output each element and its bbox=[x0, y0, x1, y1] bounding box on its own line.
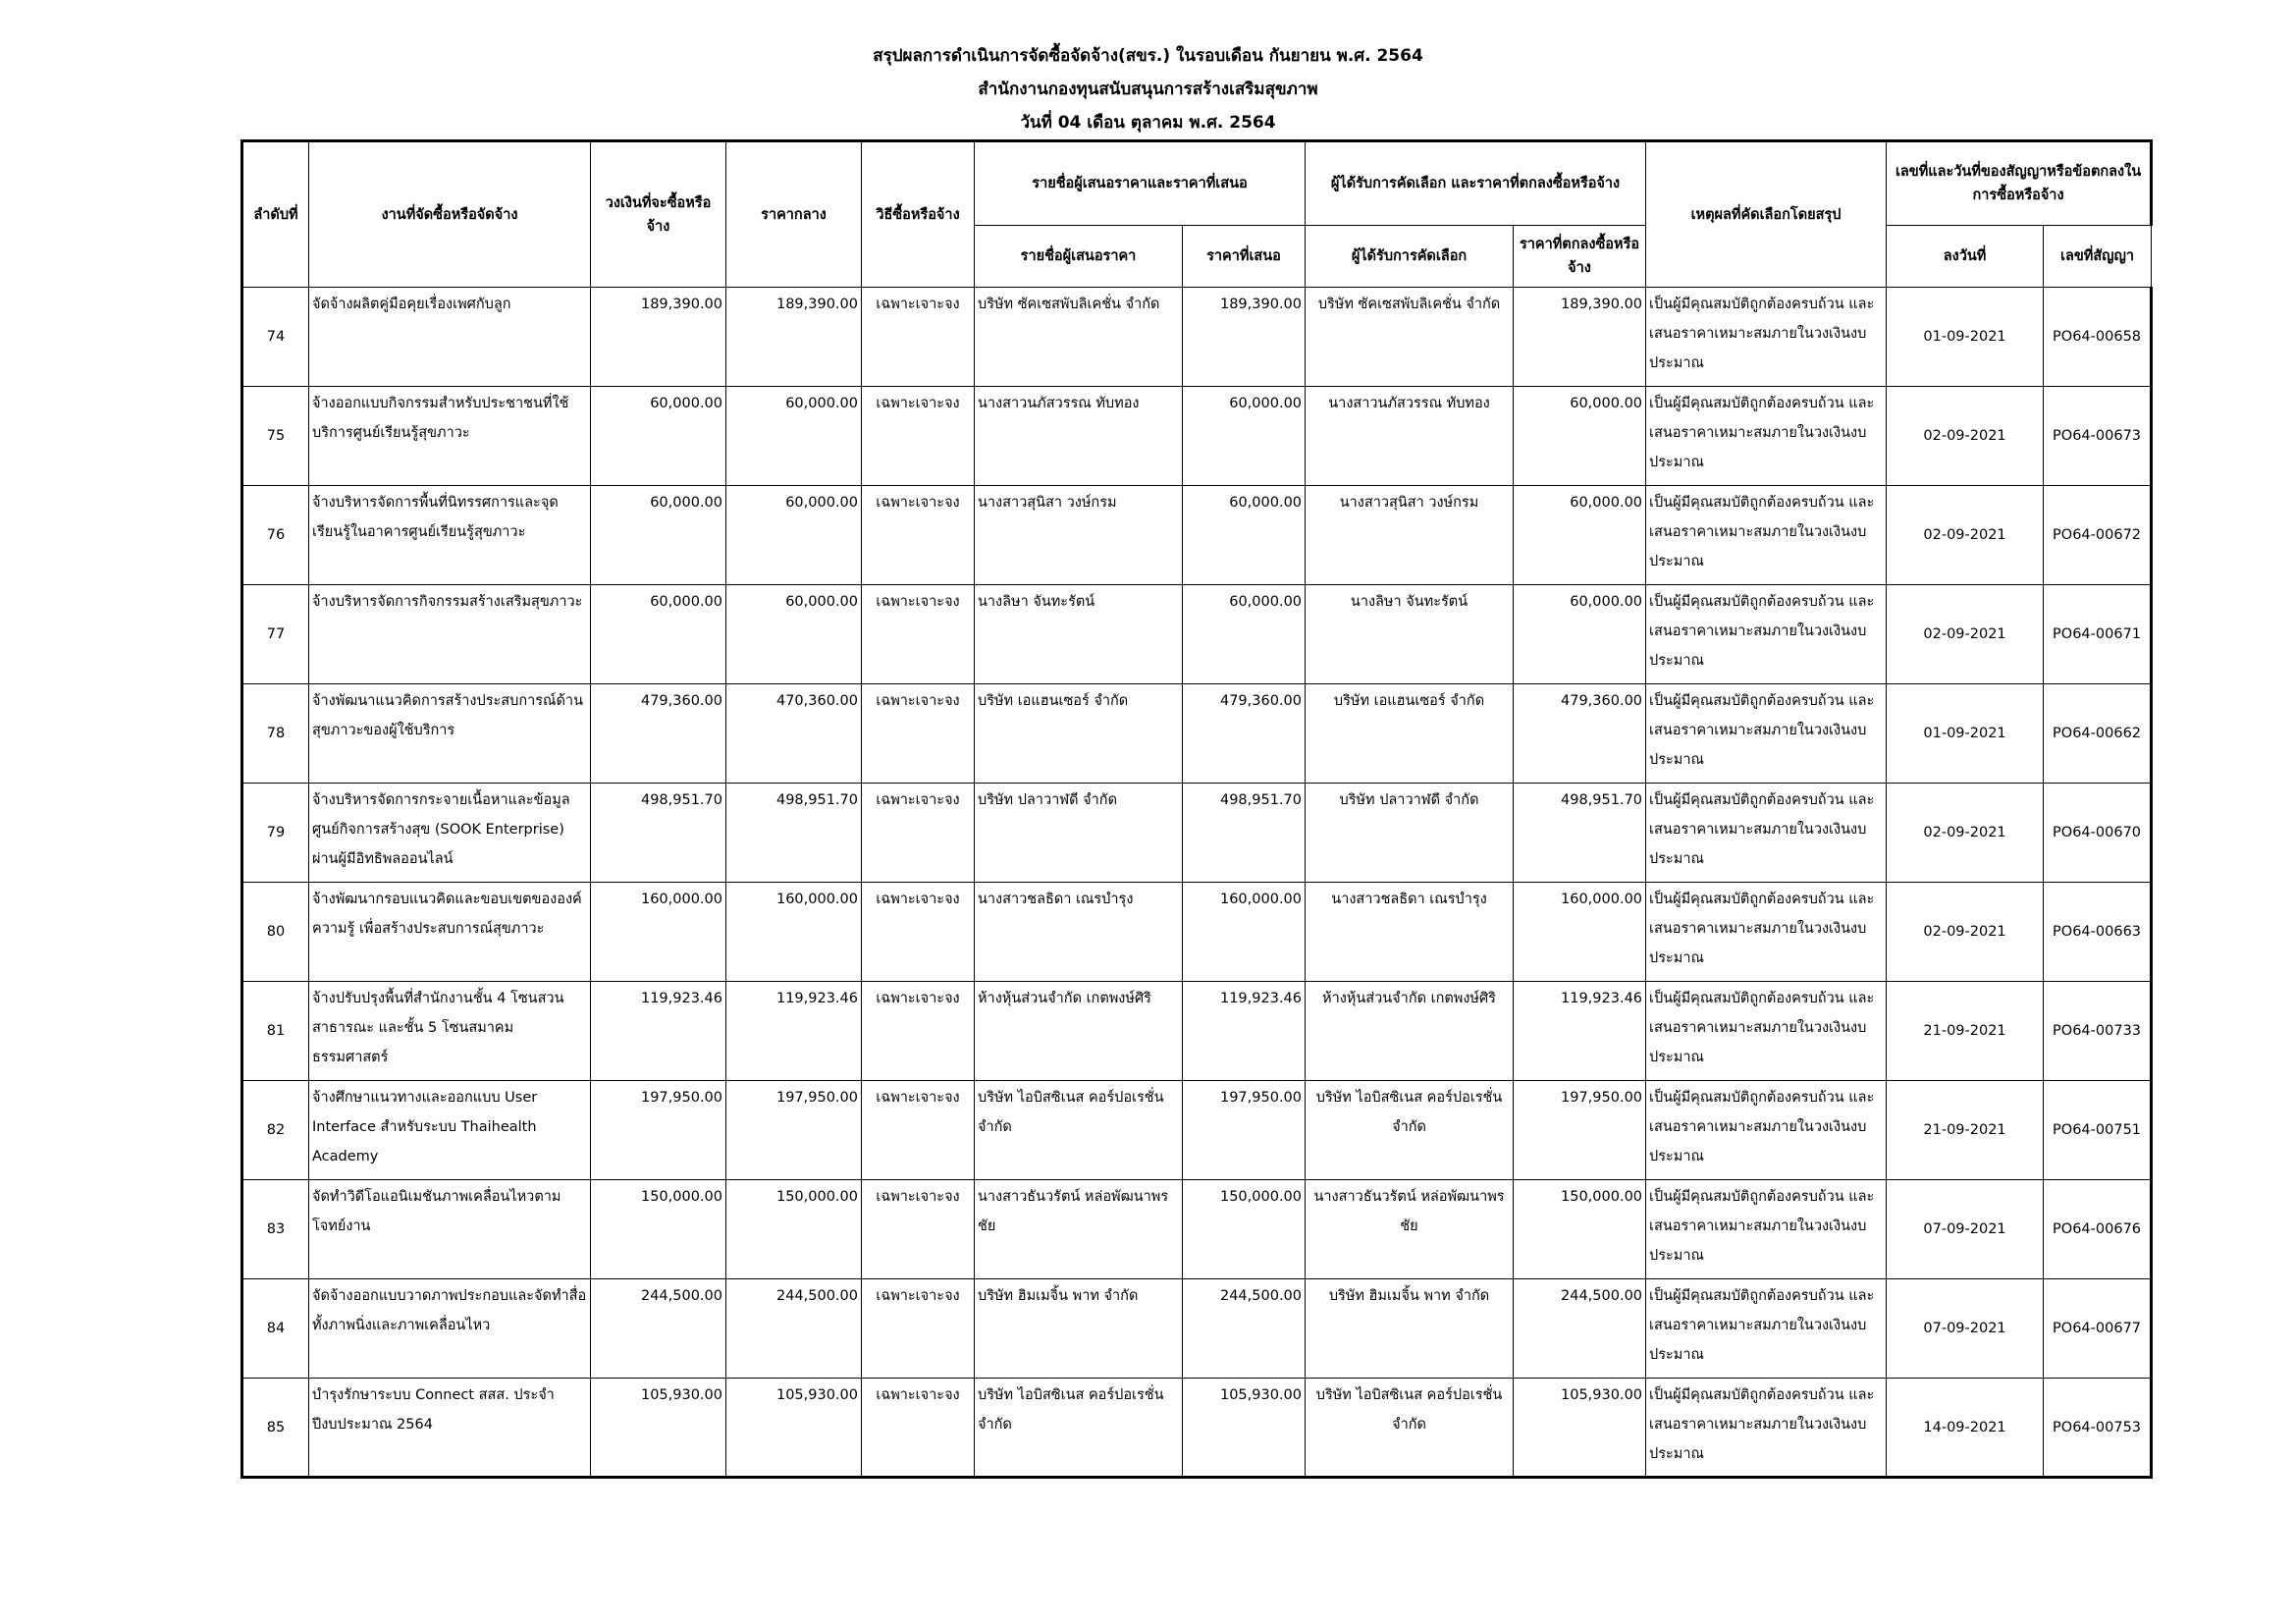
cell-contract-no: PO64-00671 bbox=[2044, 585, 2152, 684]
cell-contract-date: 07-09-2021 bbox=[1887, 1180, 2044, 1279]
cell-method: เฉพาะเจาะจง bbox=[862, 585, 975, 684]
cell-median-price: 105,930.00 bbox=[726, 1379, 862, 1478]
cell-bidder-name: บริษัท ฮิมเมจิ้น พาท จำกัด bbox=[975, 1279, 1183, 1379]
cell-work: จ้างพัฒนากรอบแนวคิดและขอบเขตขององค์ความรู้ เพื่อสร้างประสบการณ์สุขภาวะ bbox=[309, 883, 591, 982]
cell-method: เฉพาะเจาะจง bbox=[862, 288, 975, 387]
cell-reason: เป็นผู้มีคุณสมบัติถูกต้องครบถ้วน และเสนอราคาเหมาะสมภายในวงเงินงบประมาณ bbox=[1646, 1180, 1887, 1279]
cell-no: 79 bbox=[242, 784, 309, 883]
cell-no: 82 bbox=[242, 1081, 309, 1180]
cell-agreed-price: 60,000.00 bbox=[1514, 387, 1646, 486]
cell-bid-price: 479,360.00 bbox=[1183, 684, 1306, 784]
cell-work: บำรุงรักษาระบบ Connect สสส. ประจำปีงบประมาณ 2564 bbox=[309, 1379, 591, 1478]
cell-median-price: 60,000.00 bbox=[726, 486, 862, 585]
cell-contract-no: PO64-00677 bbox=[2044, 1279, 2152, 1379]
cell-bidder-name: บริษัท ไอบิสซิเนส คอร์ปอเรชั่น จำกัด bbox=[975, 1081, 1183, 1180]
cell-median-price: 244,500.00 bbox=[726, 1279, 862, 1379]
cell-work: จ้างออกแบบกิจกรรมสำหรับประชาชนที่ใช้บริการศูนย์เรียนรู้สุขภาวะ bbox=[309, 387, 591, 486]
cell-reason: เป็นผู้มีคุณสมบัติถูกต้องครบถ้วน และเสนอราคาเหมาะสมภายในวงเงินงบประมาณ bbox=[1646, 486, 1887, 585]
cell-reason: เป็นผู้มีคุณสมบัติถูกต้องครบถ้วน และเสนอราคาเหมาะสมภายในวงเงินงบประมาณ bbox=[1646, 684, 1887, 784]
cell-bid-price: 244,500.00 bbox=[1183, 1279, 1306, 1379]
cell-agreed-price: 160,000.00 bbox=[1514, 883, 1646, 982]
table-row bbox=[242, 883, 2152, 982]
table-row bbox=[242, 1081, 2152, 1180]
cell-agreed-price: 60,000.00 bbox=[1514, 486, 1646, 585]
cell-contract-no: PO64-00658 bbox=[2044, 288, 2152, 387]
cell-method: เฉพาะเจาะจง bbox=[862, 387, 975, 486]
cell-median-price: 470,360.00 bbox=[726, 684, 862, 784]
cell-selected-name: นางสาวสุนิสา วงษ์กรม bbox=[1306, 486, 1514, 585]
cell-bidder-name: บริษัท เอแฮนเซอร์ จำกัด bbox=[975, 684, 1183, 784]
cell-budget: 479,360.00 bbox=[591, 684, 726, 784]
cell-selected-name: บริษัท ไอบิสซิเนส คอร์ปอเรชั่น จำกัด bbox=[1306, 1379, 1514, 1478]
cell-work: จัดทำวิดีโอแอนิเมชันภาพเคลื่อนไหวตามโจทย์งาน bbox=[309, 1180, 591, 1279]
cell-median-price: 189,390.00 bbox=[726, 288, 862, 387]
cell-budget: 160,000.00 bbox=[591, 883, 726, 982]
cell-selected-name: บริษัท เอแฮนเซอร์ จำกัด bbox=[1306, 684, 1514, 784]
cell-method: เฉพาะเจาะจง bbox=[862, 784, 975, 883]
cell-budget: 498,951.70 bbox=[591, 784, 726, 883]
cell-work: จ้างปรับปรุงพื้นที่สำนักงานชั้น 4 โซนสวนสาธารณะ และชั้น 5 โซนสมาคมธรรมศาสตร์ bbox=[309, 982, 591, 1081]
cell-contract-date: 01-09-2021 bbox=[1887, 684, 2044, 784]
cell-method: เฉพาะเจาะจง bbox=[862, 982, 975, 1081]
cell-method: เฉพาะเจาะจง bbox=[862, 486, 975, 585]
cell-contract-no: PO64-00662 bbox=[2044, 684, 2152, 784]
cell-reason: เป็นผู้มีคุณสมบัติถูกต้องครบถ้วน และเสนอราคาเหมาะสมภายในวงเงินงบประมาณ bbox=[1646, 288, 1887, 387]
cell-no: 77 bbox=[242, 585, 309, 684]
cell-median-price: 60,000.00 bbox=[726, 387, 862, 486]
header-selected-name: ผู้ได้รับการคัดเลือก bbox=[1306, 226, 1514, 288]
cell-contract-no: PO64-00663 bbox=[2044, 883, 2152, 982]
cell-budget: 150,000.00 bbox=[591, 1180, 726, 1279]
cell-method: เฉพาะเจาะจง bbox=[862, 1081, 975, 1180]
cell-contract-no: PO64-00753 bbox=[2044, 1379, 2152, 1478]
cell-reason: เป็นผู้มีคุณสมบัติถูกต้องครบถ้วน และเสนอราคาเหมาะสมภายในวงเงินงบประมาณ bbox=[1646, 1081, 1887, 1180]
report-title: สรุปผลการดำเนินการจัดซื้อจัดจ้าง(สขร.) ในรอบเดือน กันยายน พ.ศ. 2564 bbox=[873, 46, 1423, 66]
cell-contract-no: PO64-00673 bbox=[2044, 387, 2152, 486]
cell-reason: เป็นผู้มีคุณสมบัติถูกต้องครบถ้วน และเสนอราคาเหมาะสมภายในวงเงินงบประมาณ bbox=[1646, 585, 1887, 684]
cell-contract-date: 21-09-2021 bbox=[1887, 1081, 2044, 1180]
cell-reason: เป็นผู้มีคุณสมบัติถูกต้องครบถ้วน และเสนอราคาเหมาะสมภายในวงเงินงบประมาณ bbox=[1646, 784, 1887, 883]
cell-contract-date: 21-09-2021 bbox=[1887, 982, 2044, 1081]
cell-method: เฉพาะเจาะจง bbox=[862, 1279, 975, 1379]
header-bidder-name: รายชื่อผู้เสนอราคา bbox=[975, 226, 1183, 288]
header-no: ลำดับที่ bbox=[242, 141, 309, 288]
cell-no: 84 bbox=[242, 1279, 309, 1379]
header-contract-date: ลงวันที่ bbox=[1887, 226, 2044, 288]
cell-bidder-name: นางสาวชลธิดา เณรบำรุง bbox=[975, 883, 1183, 982]
cell-work: จ้างบริหารจัดการกระจายเนื้อหาและข้อมูลศูนย์กิจการสร้างสุข (SOOK Enterprise) ผ่านผู้มีอิทธิพลออนไลน์ bbox=[309, 784, 591, 883]
cell-median-price: 160,000.00 bbox=[726, 883, 862, 982]
cell-budget: 189,390.00 bbox=[591, 288, 726, 387]
cell-agreed-price: 60,000.00 bbox=[1514, 585, 1646, 684]
header-contract-no: เลขที่สัญญา bbox=[2044, 226, 2152, 288]
cell-bidder-name: นางสาวสุนิสา วงษ์กรม bbox=[975, 486, 1183, 585]
table-row bbox=[242, 387, 2152, 486]
header-work: งานที่จัดซื้อหรือจัดจ้าง bbox=[309, 141, 591, 288]
cell-median-price: 119,923.46 bbox=[726, 982, 862, 1081]
cell-method: เฉพาะเจาะจง bbox=[862, 883, 975, 982]
cell-contract-date: 02-09-2021 bbox=[1887, 784, 2044, 883]
cell-work: จ้างศึกษาแนวทางและออกแบบ User Interface สำหรับระบบ Thaihealth Academy bbox=[309, 1081, 591, 1180]
cell-selected-name: ห้างหุ้นส่วนจำกัด เกตพงษ์ศิริ bbox=[1306, 982, 1514, 1081]
cell-bidder-name: นางสาวธันวรัตน์ หล่อพัฒนาพรชัย bbox=[975, 1180, 1183, 1279]
cell-budget: 60,000.00 bbox=[591, 585, 726, 684]
cell-contract-date: 02-09-2021 bbox=[1887, 486, 2044, 585]
agency-name: สำนักงานกองทุนสนับสนุนการสร้างเสริมสุขภาพ bbox=[978, 80, 1318, 99]
cell-reason: เป็นผู้มีคุณสมบัติถูกต้องครบถ้วน และเสนอราคาเหมาะสมภายในวงเงินงบประมาณ bbox=[1646, 1379, 1887, 1478]
cell-budget: 244,500.00 bbox=[591, 1279, 726, 1379]
cell-agreed-price: 105,930.00 bbox=[1514, 1379, 1646, 1478]
cell-no: 74 bbox=[242, 288, 309, 387]
header-budget: วงเงินที่จะซื้อหรือจ้าง bbox=[591, 141, 726, 288]
cell-bid-price: 160,000.00 bbox=[1183, 883, 1306, 982]
cell-bid-price: 119,923.46 bbox=[1183, 982, 1306, 1081]
cell-contract-no: PO64-00733 bbox=[2044, 982, 2152, 1081]
cell-bidder-name: นางลิษา จันทะรัตน์ bbox=[975, 585, 1183, 684]
cell-contract-date: 02-09-2021 bbox=[1887, 387, 2044, 486]
cell-selected-name: บริษัท ไอบิสซิเนส คอร์ปอเรชั่น จำกัด bbox=[1306, 1081, 1514, 1180]
cell-selected-name: นางลิษา จันทะรัตน์ bbox=[1306, 585, 1514, 684]
cell-bidder-name: ห้างหุ้นส่วนจำกัด เกตพงษ์ศิริ bbox=[975, 982, 1183, 1081]
cell-no: 85 bbox=[242, 1379, 309, 1478]
cell-bid-price: 150,000.00 bbox=[1183, 1180, 1306, 1279]
cell-median-price: 197,950.00 bbox=[726, 1081, 862, 1180]
cell-budget: 60,000.00 bbox=[591, 387, 726, 486]
header-selected-group: ผู้ได้รับการคัดเลือก และราคาที่ตกลงซื้อหรือจ้าง bbox=[1306, 141, 1646, 226]
table-row bbox=[242, 486, 2152, 585]
cell-bid-price: 60,000.00 bbox=[1183, 387, 1306, 486]
cell-selected-name: นางสาวนภัสวรรณ ทับทอง bbox=[1306, 387, 1514, 486]
cell-no: 78 bbox=[242, 684, 309, 784]
report-date: วันที่ 04 เดือน ตุลาคม พ.ศ. 2564 bbox=[1020, 113, 1276, 133]
cell-bid-price: 189,390.00 bbox=[1183, 288, 1306, 387]
cell-no: 76 bbox=[242, 486, 309, 585]
cell-reason: เป็นผู้มีคุณสมบัติถูกต้องครบถ้วน และเสนอราคาเหมาะสมภายในวงเงินงบประมาณ bbox=[1646, 1279, 1887, 1379]
table-row bbox=[242, 288, 2152, 387]
cell-budget: 105,930.00 bbox=[591, 1379, 726, 1478]
cell-contract-no: PO64-00676 bbox=[2044, 1180, 2152, 1279]
cell-reason: เป็นผู้มีคุณสมบัติถูกต้องครบถ้วน และเสนอราคาเหมาะสมภายในวงเงินงบประมาณ bbox=[1646, 982, 1887, 1081]
cell-no: 83 bbox=[242, 1180, 309, 1279]
cell-bidder-name: บริษัท ซัคเซสพับลิเคชั่น จำกัด bbox=[975, 288, 1183, 387]
cell-no: 75 bbox=[242, 387, 309, 486]
cell-selected-name: บริษัท ฮิมเมจิ้น พาท จำกัด bbox=[1306, 1279, 1514, 1379]
cell-contract-date: 01-09-2021 bbox=[1887, 288, 2044, 387]
cell-method: เฉพาะเจาะจง bbox=[862, 1379, 975, 1478]
cell-contract-no: PO64-00751 bbox=[2044, 1081, 2152, 1180]
header-bidders-group: รายชื่อผู้เสนอราคาและราคาที่เสนอ bbox=[975, 141, 1306, 226]
cell-selected-name: บริษัท ปลาวาฬดี จำกัด bbox=[1306, 784, 1514, 883]
cell-median-price: 498,951.70 bbox=[726, 784, 862, 883]
cell-bid-price: 60,000.00 bbox=[1183, 585, 1306, 684]
cell-bid-price: 105,930.00 bbox=[1183, 1379, 1306, 1478]
cell-median-price: 60,000.00 bbox=[726, 585, 862, 684]
cell-bidder-name: นางสาวนภัสวรรณ ทับทอง bbox=[975, 387, 1183, 486]
table-row bbox=[242, 684, 2152, 784]
cell-bidder-name: บริษัท ปลาวาฬดี จำกัด bbox=[975, 784, 1183, 883]
cell-agreed-price: 498,951.70 bbox=[1514, 784, 1646, 883]
cell-agreed-price: 150,000.00 bbox=[1514, 1180, 1646, 1279]
cell-no: 80 bbox=[242, 883, 309, 982]
cell-method: เฉพาะเจาะจง bbox=[862, 684, 975, 784]
table-row bbox=[242, 1180, 2152, 1279]
procurement-table bbox=[240, 139, 2153, 1479]
table-row bbox=[242, 784, 2152, 883]
cell-budget: 119,923.46 bbox=[591, 982, 726, 1081]
cell-budget: 197,950.00 bbox=[591, 1081, 726, 1180]
cell-work: จัดจ้างออกแบบวาดภาพประกอบและจัดทำสื่อทั้งภาพนิ่งและภาพเคลื่อนไหว bbox=[309, 1279, 591, 1379]
cell-selected-name: นางสาวธันวรัตน์ หล่อพัฒนาพรชัย bbox=[1306, 1180, 1514, 1279]
cell-budget: 60,000.00 bbox=[591, 486, 726, 585]
cell-agreed-price: 119,923.46 bbox=[1514, 982, 1646, 1081]
header-bid-price: ราคาที่เสนอ bbox=[1183, 226, 1306, 288]
table-row bbox=[242, 585, 2152, 684]
table-row bbox=[242, 1379, 2152, 1478]
cell-agreed-price: 244,500.00 bbox=[1514, 1279, 1646, 1379]
cell-contract-date: 14-09-2021 bbox=[1887, 1379, 2044, 1478]
header-agreed-price: ราคาที่ตกลงซื้อหรือจ้าง bbox=[1514, 226, 1646, 288]
cell-contract-no: PO64-00670 bbox=[2044, 784, 2152, 883]
cell-reason: เป็นผู้มีคุณสมบัติถูกต้องครบถ้วน และเสนอราคาเหมาะสมภายในวงเงินงบประมาณ bbox=[1646, 387, 1887, 486]
cell-work: จ้างบริหารจัดการพื้นที่นิทรรศการและจุดเรียนรู้ในอาคารศูนย์เรียนรู้สุขภาวะ bbox=[309, 486, 591, 585]
cell-contract-date: 02-09-2021 bbox=[1887, 585, 2044, 684]
table-row bbox=[242, 1279, 2152, 1379]
cell-bid-price: 197,950.00 bbox=[1183, 1081, 1306, 1180]
cell-bid-price: 60,000.00 bbox=[1183, 486, 1306, 585]
cell-work: จัดจ้างผลิตคู่มือคุยเรื่องเพศกับลูก bbox=[309, 288, 591, 387]
cell-contract-date: 02-09-2021 bbox=[1887, 883, 2044, 982]
table-row bbox=[242, 982, 2152, 1081]
cell-no: 81 bbox=[242, 982, 309, 1081]
header-median-price: ราคากลาง bbox=[726, 141, 862, 288]
cell-work: จ้างพัฒนาแนวคิดการสร้างประสบการณ์ด้านสุขภาวะของผู้ใช้บริการ bbox=[309, 684, 591, 784]
cell-reason: เป็นผู้มีคุณสมบัติถูกต้องครบถ้วน และเสนอราคาเหมาะสมภายในวงเงินงบประมาณ bbox=[1646, 883, 1887, 982]
cell-contract-date: 07-09-2021 bbox=[1887, 1279, 2044, 1379]
cell-agreed-price: 189,390.00 bbox=[1514, 288, 1646, 387]
document-header bbox=[0, 39, 2296, 139]
cell-median-price: 150,000.00 bbox=[726, 1180, 862, 1279]
cell-method: เฉพาะเจาะจง bbox=[862, 1180, 975, 1279]
cell-selected-name: นางสาวชลธิดา เณรบำรุง bbox=[1306, 883, 1514, 982]
cell-bidder-name: บริษัท ไอบิสซิเนส คอร์ปอเรชั่น จำกัด bbox=[975, 1379, 1183, 1478]
header-reason: เหตุผลที่คัดเลือกโดยสรุป bbox=[1646, 141, 1887, 288]
cell-selected-name: บริษัท ซัคเซสพับลิเคชั่น จำกัด bbox=[1306, 288, 1514, 387]
cell-bid-price: 498,951.70 bbox=[1183, 784, 1306, 883]
header-contract-group: เลขที่และวันที่ของสัญญาหรือข้อตกลงในการซื้อหรือจ้าง bbox=[1887, 141, 2152, 226]
cell-contract-no: PO64-00672 bbox=[2044, 486, 2152, 585]
cell-agreed-price: 197,950.00 bbox=[1514, 1081, 1646, 1180]
cell-work: จ้างบริหารจัดการกิจกรรมสร้างเสริมสุขภาวะ bbox=[309, 585, 591, 684]
header-method: วิธีซื้อหรือจ้าง bbox=[862, 141, 975, 288]
cell-agreed-price: 479,360.00 bbox=[1514, 684, 1646, 784]
